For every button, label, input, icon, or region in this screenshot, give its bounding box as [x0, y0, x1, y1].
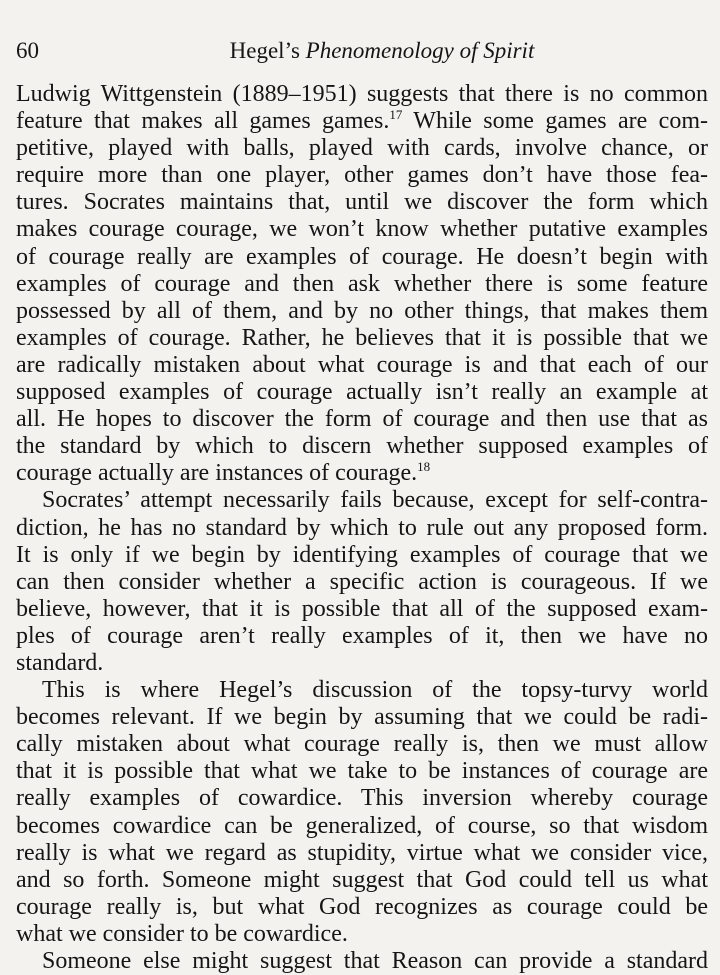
running-title-work: Phenomenology of Spirit — [305, 38, 535, 63]
text-line — [16, 108, 708, 135]
body-text — [16, 81, 708, 975]
text-line: what we consider to be cowardice. — [16, 920, 348, 947]
text-line: becomes relevant. If we begin by assuming that we could be radi- — [16, 704, 708, 731]
text-line: are radically mistaken about what courage is and that each of our — [16, 351, 708, 378]
footnote-marker-17[interactable]: 17 — [389, 107, 403, 123]
text-line: courage really is, but what God recognizes as courage could be — [16, 893, 708, 920]
text-line: require more than one player, other games don’t have those fea- — [16, 162, 708, 189]
text-line: that it is possible that what we take to be instances of courage are — [16, 758, 708, 785]
text-segment: While some games are com- — [402, 108, 708, 135]
text-line: and so forth. Someone might suggest that God could tell us what — [16, 866, 708, 893]
text-line: possessed by all of them, and by no other things, that makes them — [16, 297, 708, 324]
paragraph-2 — [16, 487, 708, 677]
running-title — [16, 36, 708, 66]
text-line: Ludwig Wittgenstein (1889–1951) suggests that there is no common — [16, 81, 708, 107]
text-line: standard. — [16, 649, 104, 676]
text-segment: courage actually are instances of courage. — [16, 460, 418, 487]
paragraph-3 — [16, 677, 708, 948]
running-head — [16, 36, 708, 70]
text-line: Socrates’ attempt necessarily fails because, except for self-contra- — [42, 487, 708, 514]
text-line: petitive, played with balls, played with cards, involve chance, or — [16, 135, 708, 162]
text-line: cally mistaken about what courage really is, then we must allow — [16, 731, 708, 758]
text-line: ples of courage aren’t really examples of it, then we have no — [16, 622, 708, 649]
text-line: diction, he has no standard by which to rule out any proposed form. — [16, 514, 708, 541]
text-segment: feature that makes all games games. — [16, 108, 390, 135]
paragraph-4 — [16, 948, 708, 975]
text-line: examples of courage and then ask whether there is some feature — [16, 270, 708, 297]
text-line — [16, 460, 708, 487]
text-line: makes courage courage, we won’t know whether putative examples — [16, 216, 708, 243]
text-line: of courage really are examples of courage. He doesn’t begin with — [16, 243, 708, 270]
running-title-author: Hegel’s — [229, 38, 300, 63]
text-line: Someone else might suggest that Reason can provide a standard — [42, 948, 708, 974]
text-line: really is what we regard as stupidity, virtue what we consider vice, — [16, 839, 708, 866]
text-line: tures. Socrates maintains that, until we discover the form which — [16, 189, 708, 216]
text-line: It is only if we begin by identifying examples of courage that we — [16, 541, 708, 568]
text-line: the standard by which to discern whether supposed examples of — [16, 433, 708, 460]
paragraph-1 — [16, 81, 708, 487]
text-line: supposed examples of courage actually isn’t really an example at — [16, 379, 708, 406]
page-number: 60 — [16, 38, 39, 63]
text-line: can then consider whether a specific action is courageous. If we — [16, 568, 708, 595]
footnote-marker-18[interactable]: 18 — [417, 459, 431, 475]
text-line: all. He hopes to discover the form of courage and then use that as — [16, 406, 708, 433]
text-line: believe, however, that it is possible that all of the supposed exam- — [16, 595, 708, 622]
text-line: This is where Hegel’s discussion of the topsy-turvy world — [42, 677, 708, 704]
text-line: examples of courage. Rather, he believes that it is possible that we — [16, 324, 708, 351]
text-line: really examples of cowardice. This inversion whereby courage — [16, 785, 708, 812]
text-line: becomes cowardice can be generalized, of course, so that wisdom — [16, 812, 708, 839]
